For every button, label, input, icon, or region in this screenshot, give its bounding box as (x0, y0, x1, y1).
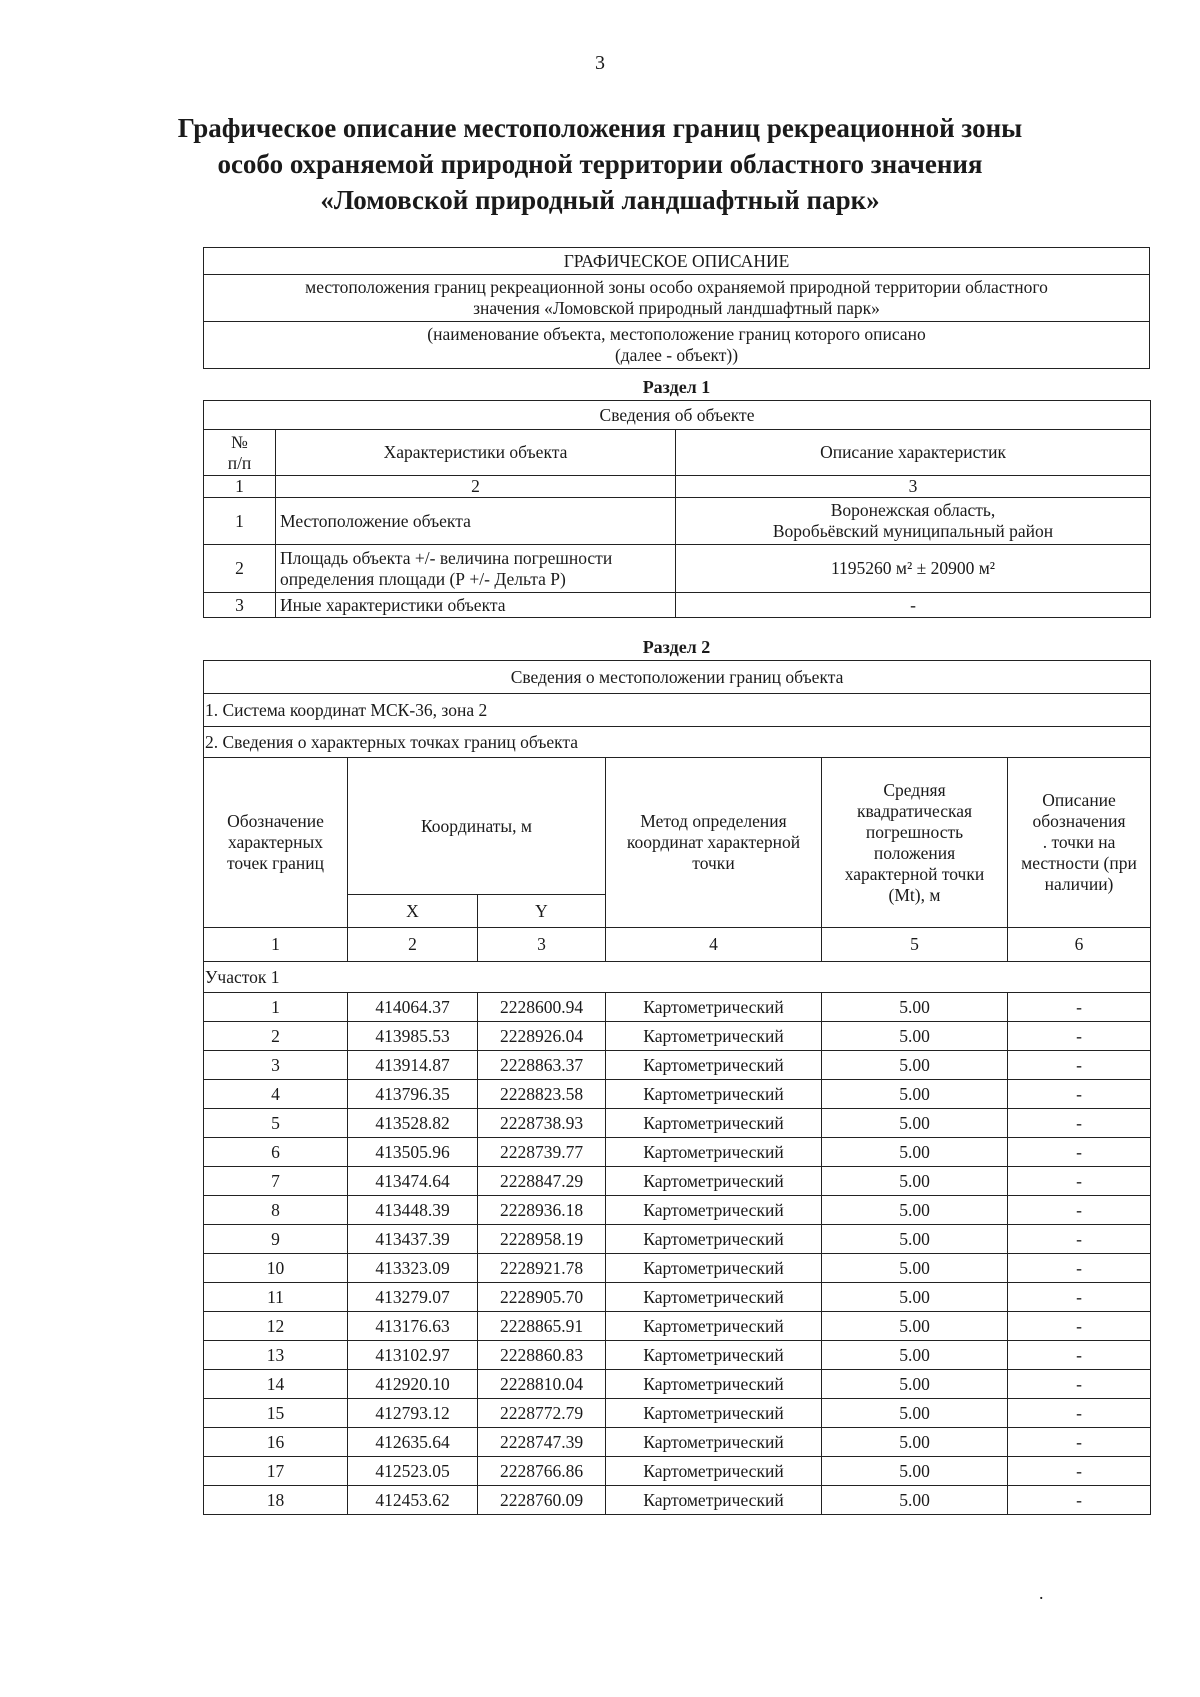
row-name-line: Площадь объекта +/- величина погрешности (280, 547, 613, 568)
table-row (204, 1486, 1151, 1515)
col-header-line: . точки на (1042, 832, 1116, 852)
point-error: 5.00 (822, 1167, 1008, 1196)
page-number: 3 (595, 52, 605, 74)
table-row (204, 1022, 1151, 1051)
col-header-line: обозначения (1032, 811, 1126, 831)
point-x: 413985.53 (348, 1022, 478, 1051)
point-y: 2228772.79 (478, 1399, 606, 1428)
point-error: 5.00 (822, 1283, 1008, 1312)
point-number: 15 (204, 1399, 348, 1428)
row-num: 2 (204, 545, 276, 593)
point-error: 5.00 (822, 1138, 1008, 1167)
point-description: - (1008, 1196, 1151, 1225)
point-x: 412635.64 (348, 1428, 478, 1457)
table-row (204, 1196, 1151, 1225)
point-method: Картометрический (606, 1370, 822, 1399)
stray-mark: . (1039, 1583, 1044, 1603)
point-method: Картометрический (606, 1196, 822, 1225)
point-method: Картометрический (606, 1341, 822, 1370)
row-value: - (676, 593, 1151, 618)
row-num: 1 (204, 498, 276, 545)
section1-heading: Сведения об объекте (204, 401, 1151, 430)
col-header-num (204, 430, 276, 476)
point-x: 413448.39 (348, 1196, 478, 1225)
point-number: 3 (204, 1051, 348, 1080)
point-number: 13 (204, 1341, 348, 1370)
point-method: Картометрический (606, 1428, 822, 1457)
point-error: 5.00 (822, 1399, 1008, 1428)
col-header-coordinates: Координаты, м (348, 758, 606, 895)
point-description: - (1008, 1051, 1151, 1080)
table-row (204, 1399, 1151, 1428)
point-method: Картометрический (606, 1080, 822, 1109)
point-error: 5.00 (822, 993, 1008, 1022)
col-header-line: квадратическая (856, 800, 973, 821)
point-number: 1 (204, 993, 348, 1022)
point-error: 5.00 (822, 1051, 1008, 1080)
point-y: 2228926.04 (478, 1022, 606, 1051)
point-y: 2228860.83 (478, 1341, 606, 1370)
table-row (204, 1109, 1151, 1138)
point-number: 11 (204, 1283, 348, 1312)
col-number: 6 (1008, 928, 1151, 962)
point-method: Картометрический (606, 1312, 822, 1341)
section1-table (203, 400, 1151, 618)
col-header-y: Y (478, 895, 606, 928)
col-number: 1 (204, 476, 276, 498)
col-header-line: Описание (1042, 790, 1116, 810)
col-header-line: (Mt), м (888, 884, 941, 905)
point-y: 2228760.09 (478, 1486, 606, 1515)
point-description: - (1008, 1080, 1151, 1109)
header-note-line: (наименование объекта, местоположение границ которого описано (427, 324, 926, 344)
section2-table (203, 660, 1151, 1515)
table-row (204, 1341, 1151, 1370)
point-y: 2228863.37 (478, 1051, 606, 1080)
point-error: 5.00 (822, 1457, 1008, 1486)
point-number: 16 (204, 1428, 348, 1457)
col-header-line: характерной точки (844, 863, 985, 884)
header-description (204, 275, 1150, 322)
point-number: 17 (204, 1457, 348, 1486)
table-row (204, 1283, 1151, 1312)
point-description: - (1008, 1225, 1151, 1254)
point-y: 2228747.39 (478, 1428, 606, 1457)
point-method: Картометрический (606, 993, 822, 1022)
point-description: - (1008, 1138, 1151, 1167)
point-method: Картометрический (606, 1457, 822, 1486)
col-header-line: характерных (227, 832, 324, 852)
point-error: 5.00 (822, 1312, 1008, 1341)
row-name: Иные характеристики объекта (276, 593, 676, 618)
point-number: 7 (204, 1167, 348, 1196)
point-x: 413437.39 (348, 1225, 478, 1254)
title-line: «Ломовской природный ландшафтный парк» (320, 185, 880, 215)
point-error: 5.00 (822, 1370, 1008, 1399)
point-number: 6 (204, 1138, 348, 1167)
point-error: 5.00 (822, 1080, 1008, 1109)
point-number: 18 (204, 1486, 348, 1515)
col-header-error (822, 758, 1008, 928)
point-x: 413176.63 (348, 1312, 478, 1341)
points-table-body (204, 993, 1151, 1515)
row-value: 1195260 м² ± 20900 м² (676, 545, 1151, 593)
table-row (204, 993, 1151, 1022)
point-y: 2228905.70 (478, 1283, 606, 1312)
header-note (204, 322, 1150, 369)
header-heading: ГРАФИЧЕСКОЕ ОПИСАНИЕ (204, 248, 1150, 275)
row-value (676, 498, 1151, 545)
header-description-line: местоположения границ рекреационной зоны особо охраняемой природной территории областного (305, 277, 1048, 297)
point-description: - (1008, 1109, 1151, 1138)
coord-system: 1. Система координат МСК-36, зона 2 (204, 694, 1151, 727)
table-row (204, 1225, 1151, 1254)
point-x: 413796.35 (348, 1080, 478, 1109)
table-row (204, 1167, 1151, 1196)
table-row (204, 1051, 1151, 1080)
point-number: 10 (204, 1254, 348, 1283)
col-number: 1 (204, 928, 348, 962)
col-header-num-line: № (231, 431, 248, 452)
point-error: 5.00 (822, 1341, 1008, 1370)
point-description: - (1008, 1254, 1151, 1283)
point-method: Картометрический (606, 1254, 822, 1283)
point-error: 5.00 (822, 1428, 1008, 1457)
point-x: 413323.09 (348, 1254, 478, 1283)
point-y: 2228766.86 (478, 1457, 606, 1486)
point-y: 2228936.18 (478, 1196, 606, 1225)
col-header-line: координат характерной (626, 832, 801, 852)
point-description: - (1008, 1022, 1151, 1051)
points-heading: 2. Сведения о характерных точках границ объекта (204, 727, 1151, 758)
col-header-line: погрешность (865, 821, 964, 842)
col-number: 3 (478, 928, 606, 962)
header-note-line: (далее - объект)) (614, 345, 739, 365)
col-header-line: положения (873, 842, 956, 863)
point-y: 2228810.04 (478, 1370, 606, 1399)
point-number: 4 (204, 1080, 348, 1109)
point-description: - (1008, 993, 1151, 1022)
point-error: 5.00 (822, 1225, 1008, 1254)
point-x: 413914.87 (348, 1051, 478, 1080)
col-header-line: Средняя (883, 779, 946, 800)
point-method: Картометрический (606, 1167, 822, 1196)
point-description: - (1008, 1457, 1151, 1486)
col-header-method (606, 758, 822, 928)
point-method: Картометрический (606, 1283, 822, 1312)
point-description: - (1008, 1486, 1151, 1515)
point-method: Картометрический (606, 1109, 822, 1138)
point-y: 2228600.94 (478, 993, 606, 1022)
section2-label: Раздел 2 (642, 637, 711, 657)
point-description: - (1008, 1399, 1151, 1428)
point-error: 5.00 (822, 1254, 1008, 1283)
point-x: 412920.10 (348, 1370, 478, 1399)
point-method: Картометрический (606, 1138, 822, 1167)
col-header-designation (204, 758, 348, 928)
point-method: Картометрический (606, 1399, 822, 1428)
section1-label: Раздел 1 (642, 377, 711, 397)
row-name: Местоположение объекта (276, 498, 676, 545)
point-number: 5 (204, 1109, 348, 1138)
col-header-description: Описание характеристик (676, 430, 1151, 476)
point-y: 2228958.19 (478, 1225, 606, 1254)
point-y: 2228921.78 (478, 1254, 606, 1283)
point-method: Картометрический (606, 1051, 822, 1080)
col-number: 5 (822, 928, 1008, 962)
row-name-line: определения площади (Р +/- Дельта Р) (280, 568, 566, 589)
point-x: 413505.96 (348, 1138, 478, 1167)
col-header-characteristics: Характеристики объекта (276, 430, 676, 476)
row-name (276, 545, 676, 593)
point-x: 413474.64 (348, 1167, 478, 1196)
point-x: 413528.82 (348, 1109, 478, 1138)
point-number: 12 (204, 1312, 348, 1341)
col-header-num-line: п/п (227, 452, 252, 473)
point-x: 413279.07 (348, 1283, 478, 1312)
table-row (204, 1457, 1151, 1486)
title-line: особо охраняемой природной территории областного значения (217, 149, 983, 179)
point-x: 413102.97 (348, 1341, 478, 1370)
row-value-line: Воробьёвский муниципальный район (772, 521, 1054, 541)
point-error: 5.00 (822, 1022, 1008, 1051)
point-x: 414064.37 (348, 993, 478, 1022)
col-header-line: наличии) (1044, 874, 1114, 894)
point-y: 2228823.58 (478, 1080, 606, 1109)
point-error: 5.00 (822, 1109, 1008, 1138)
point-number: 14 (204, 1370, 348, 1399)
col-header-line: точек границ (227, 853, 324, 873)
point-method: Картометрический (606, 1225, 822, 1254)
point-x: 412523.05 (348, 1457, 478, 1486)
table-row (204, 1080, 1151, 1109)
col-header-line: Метод определения (640, 811, 787, 831)
table-row (204, 1138, 1151, 1167)
point-description: - (1008, 1370, 1151, 1399)
col-number: 2 (276, 476, 676, 498)
point-x: 412793.12 (348, 1399, 478, 1428)
point-y: 2228847.29 (478, 1167, 606, 1196)
table-row (204, 1312, 1151, 1341)
table-row (204, 1428, 1151, 1457)
header-table (203, 247, 1150, 369)
point-description: - (1008, 1341, 1151, 1370)
point-y: 2228739.77 (478, 1138, 606, 1167)
point-description: - (1008, 1167, 1151, 1196)
row-num: 3 (204, 593, 276, 618)
point-y: 2228738.93 (478, 1109, 606, 1138)
table-row (204, 1254, 1151, 1283)
col-number: 4 (606, 928, 822, 962)
col-header-line: точки (692, 853, 735, 873)
row-value-line: Воронежская область, (830, 500, 996, 520)
point-description: - (1008, 1312, 1151, 1341)
point-number: 8 (204, 1196, 348, 1225)
document-title (150, 110, 1050, 218)
point-error: 5.00 (822, 1486, 1008, 1515)
title-line: Графическое описание местоположения границ рекреационной зоны (177, 113, 1023, 143)
point-number: 9 (204, 1225, 348, 1254)
point-y: 2228865.91 (478, 1312, 606, 1341)
col-header-x: X (348, 895, 478, 928)
col-header-line: местности (при (1021, 853, 1137, 873)
col-header-marking (1008, 758, 1151, 928)
plot-label: Участок 1 (204, 962, 1151, 993)
col-number: 2 (348, 928, 478, 962)
point-description: - (1008, 1428, 1151, 1457)
point-method: Картометрический (606, 1022, 822, 1051)
table-row (204, 1370, 1151, 1399)
point-description: - (1008, 1283, 1151, 1312)
point-number: 2 (204, 1022, 348, 1051)
col-header-line: Обозначение (227, 811, 324, 831)
section2-heading: Сведения о местоположении границ объекта (204, 661, 1151, 694)
point-method: Картометрический (606, 1486, 822, 1515)
point-x: 412453.62 (348, 1486, 478, 1515)
col-number: 3 (676, 476, 1151, 498)
point-error: 5.00 (822, 1196, 1008, 1225)
header-description-line: значения «Ломовской природный ландшафтный парк» (473, 298, 880, 318)
